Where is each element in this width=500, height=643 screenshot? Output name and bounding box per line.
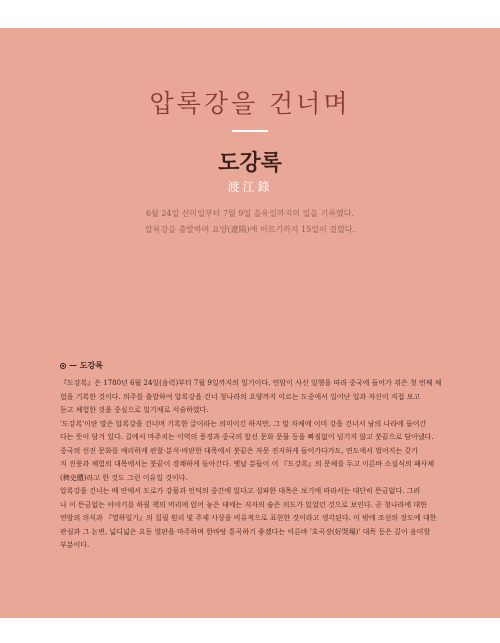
note-line: (稗史體)라고 한 것도 그런 이유일 것이다. (60, 473, 188, 482)
chapter-title: 도강록 (218, 150, 282, 176)
note-line: 압록강을 건너는 배 안에서 도로가 강물과 언덕의 중간에 있다고 설파한 대목은 보기에 따라서는 대단히 뜬금없다. 그러 (60, 487, 421, 495)
note-line: '도강록'이란 말은 압록강을 건너며 기록한 글이라는 의미이긴 하지만, 그 말 자체에 이미 강을 건너서 남의 나라에 들어간 (60, 419, 427, 428)
note-line: 『도강록』은 1780년 6월 24일(음력)부터 7월 9일까지의 일기이다. 연암이 사신 일행을 따라 중국에 들어가 겪은 첫 번째 체 (60, 379, 442, 387)
note-paragraph (60, 418, 445, 486)
section-kicker: 압록강을 건너며 (149, 89, 351, 118)
intro-line: 압록강을 출발하여 요양(遼陽)에 이르기까지 15일이 걸렸다. (145, 225, 355, 234)
intro-line: 6월 24일 신미일부터 7월 9일 을유일까지의 일을 기록했다. (145, 209, 355, 218)
commentary-notes (60, 360, 445, 553)
note-heading (60, 360, 445, 371)
note-line: 관심과 그 논변, 넓디넓은 요동 벌판을 마주하며 한바탕 통곡하기 좋겠다는 이른바 '호곡장(好哭場)' 대목 등은 깊이 음미할 (60, 527, 431, 536)
note-line: 듣고 체험한 것을 중심으로 일기체로 서술하였다. (60, 406, 209, 414)
circle-bullet-icon (60, 363, 66, 369)
note-heading-text: — 도강록 (69, 360, 103, 370)
divider-rule (232, 130, 268, 132)
note-line: 중국의 선진 문화를 예리하게 관찰·분석·비판한 대목에서 붓끝은 자못 진지하게 들어가다가도, 연도에서 벌어지는 갖가 (60, 446, 418, 455)
chapter-title-hanja: 渡江錄 (227, 180, 273, 194)
note-paragraph (60, 485, 445, 553)
note-line: 부분이다. (60, 541, 90, 549)
note-line: 지 진풍과 체험의 대목에서는 붓끝이 경쾌하게 돌아간다. 옛날 분들이 이 『도강록』의 문체를 두고 이른바 소설식의 패사체 (60, 460, 435, 468)
note-paragraph (60, 377, 445, 418)
note-line: 험을 기록한 것이다. 의주를 출발하여 압록강을 건너 청나라의 요양까지 이르는 도중에서 일어난 일과 자신이 직접 보고 (60, 392, 421, 401)
chapter-intro (0, 206, 500, 238)
note-line: 다는 뜻이 담겨 있다. 길에서 마주치는 이역의 풍경과 중국의 앞선 문화 문물 등을 빠짐없이 넘기지 않고 붓끝으로 담아냈다. (60, 433, 434, 441)
note-line: 나 이 뜬금없는 이야기를 하필 책의 머리에 얹어 놓은 데에는 저자의 숨은 의도가 있었던 것으로 보인다. 곧 청나라에 대한 (60, 500, 427, 509)
note-line: 연암의 의식과 『열하일기』의 집필 원리 및 주제 사상을 비유적으로 표현한 것이라고 생각된다. 이 밖에 조선의 장도에 대한 (60, 514, 437, 522)
